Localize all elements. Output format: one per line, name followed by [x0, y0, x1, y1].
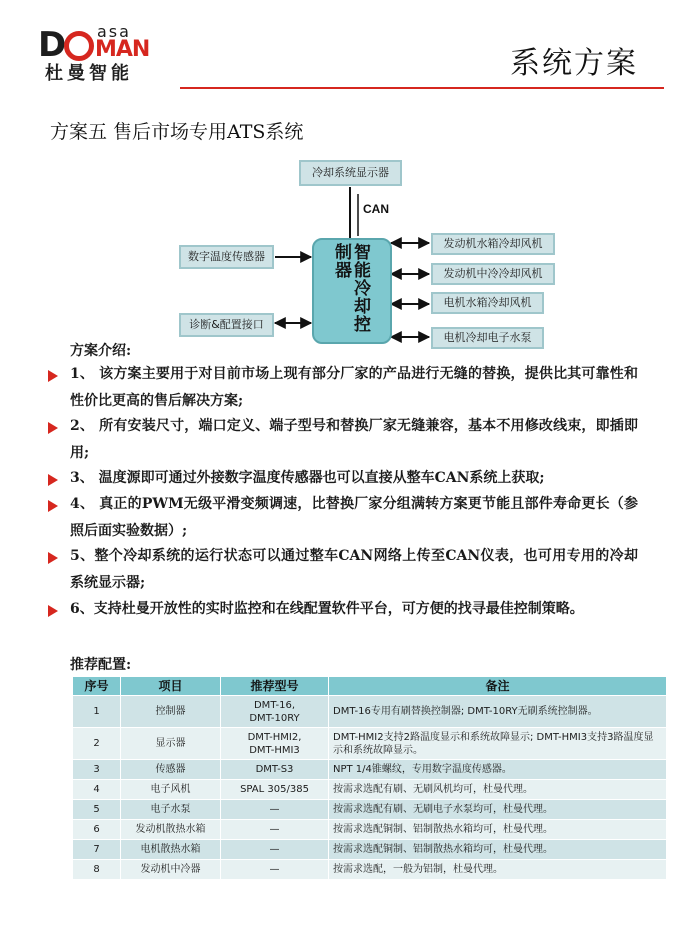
- output-box-engine-radiator-fan: 发动机水箱冷却风机: [431, 233, 555, 255]
- recommend-heading: 推荐配置:: [70, 657, 132, 673]
- table-cell-note: 按需求选配铜制、铝制散热水箱均可，杜曼代理。: [329, 820, 667, 840]
- section-title: 方案五 售后市场专用ATS系统: [50, 121, 304, 143]
- table-row: [73, 760, 667, 780]
- bullet-arrow-icon: [48, 370, 58, 382]
- output-box-motor-water-pump: 电机冷却电子水泵: [431, 327, 544, 349]
- temperature-sensor-box: 数字温度传感器: [179, 245, 274, 269]
- bullet-arrow-icon: [48, 605, 58, 617]
- table-cell-index: 6: [73, 820, 121, 840]
- column-header-note: 备注: [329, 677, 667, 696]
- table-row: [73, 840, 667, 860]
- table-row: [73, 728, 667, 760]
- bullet-arrow-icon: [48, 474, 58, 486]
- table-cell-model: SPAL 305/385: [221, 780, 329, 800]
- bullet-arrow-icon: [48, 500, 58, 512]
- table-cell-note: 按需求选配铜制、铝制散热水箱均可，杜曼代理。: [329, 840, 667, 860]
- list-item-text: 4、 真正的PWM无级平滑变频调速，比替换厂家分组满转方案更节能且部件寿命更长（参照后面实验数据）;: [70, 496, 638, 539]
- table-cell-model: DMT-HMI2, DMT-HMI3: [221, 728, 329, 760]
- table-cell-item: 电机散热水箱: [121, 840, 221, 860]
- table-cell-item: 显示器: [121, 728, 221, 760]
- table-cell-model: —: [221, 840, 329, 860]
- list-item: [48, 413, 638, 467]
- table-row: [73, 820, 667, 840]
- logo-man: MAN: [95, 37, 150, 62]
- table-cell-model: —: [221, 860, 329, 880]
- table-cell-index: 1: [73, 696, 121, 728]
- output-box-motor-radiator-fan: 电机水箱冷却风机: [431, 292, 544, 314]
- table-cell-index: 2: [73, 728, 121, 760]
- logo-chinese-name: 杜曼智能: [45, 63, 133, 84]
- table-cell-note: 按需求选配有刷、无刷电子水泵均可，杜曼代理。: [329, 800, 667, 820]
- can-label: CAN: [363, 202, 389, 216]
- table-cell-index: 8: [73, 860, 121, 880]
- table-cell-item: 发动机中冷器: [121, 860, 221, 880]
- diagnostic-port-box: 诊断&配置接口: [179, 313, 274, 337]
- table-cell-note: 按需求选配有刷、无刷风机均可，杜曼代理。: [329, 780, 667, 800]
- table-cell-item: 电子风机: [121, 780, 221, 800]
- table-cell-index: 4: [73, 780, 121, 800]
- table-cell-note: NPT 1/4锥螺纹，专用数字温度传感器。: [329, 760, 667, 780]
- table-cell-model: —: [221, 800, 329, 820]
- table-cell-item: 发动机散热水箱: [121, 820, 221, 840]
- list-item: [48, 543, 638, 597]
- list-item: [48, 596, 638, 623]
- list-item-text: 2、 所有安装尺寸，端口定义、端子型号和替换厂家无缝兼容，基本不用修改线束，即插即用;: [70, 418, 638, 461]
- table-cell-model: DMT-16, DMT-10RY: [221, 696, 329, 728]
- table-cell-note: 按需求选配，一般为铝制，杜曼代理。: [329, 860, 667, 880]
- logo-letter-d: D: [38, 25, 65, 65]
- table-cell-item: 控制器: [121, 696, 221, 728]
- recommend-table: [72, 676, 667, 880]
- output-box-engine-intercooler-fan: 发动机中冷冷却风机: [431, 263, 555, 285]
- table-cell-index: 7: [73, 840, 121, 860]
- list-item-text: 5、整个冷却系统的运行状态可以通过整车CAN网络上传至CAN仪表，也可用专用的冷却系统显示器;: [70, 548, 638, 591]
- list-item-text: 3、 温度源即可通过外接数字温度传感器也可以直接从整车CAN系统上获取;: [70, 470, 545, 486]
- table-cell-index: 5: [73, 800, 121, 820]
- bullet-arrow-icon: [48, 422, 58, 434]
- table-cell-item: 传感器: [121, 760, 221, 780]
- controller-label: 智能冷却控制器: [331, 243, 370, 333]
- bullet-arrow-icon: [48, 552, 58, 564]
- table-header-row: [73, 677, 667, 696]
- intro-heading: 方案介绍:: [70, 343, 132, 359]
- list-item-text: 1、 该方案主要用于对目前市场上现有部分厂家的产品进行无缝的替换，提供比其可靠性和性价比更高的售后解决方案;: [70, 366, 638, 409]
- table-cell-item: 电子水泵: [121, 800, 221, 820]
- list-item: [48, 491, 638, 545]
- column-header-index: 序号: [73, 677, 121, 696]
- table-row: [73, 860, 667, 880]
- table-cell-model: —: [221, 820, 329, 840]
- logo-asa: asa: [97, 22, 131, 41]
- table-row: [73, 696, 667, 728]
- column-header-item: 项目: [121, 677, 221, 696]
- list-item: [48, 465, 638, 492]
- table-cell-index: 3: [73, 760, 121, 780]
- table-cell-note: DMT-16专用有刷替换控制器; DMT-10RY无刷系统控制器。: [329, 696, 667, 728]
- table-row: [73, 780, 667, 800]
- table-cell-note: DMT-HMI2支持2路温度显示和系统故障显示; DMT-HMI3支持3路温度显示和系统故障显示。: [329, 728, 667, 760]
- cooling-system-display-box: 冷却系统显示器: [299, 160, 402, 186]
- table-row: [73, 800, 667, 820]
- table-cell-model: DMT-S3: [221, 760, 329, 780]
- list-item-text: 6、支持杜曼开放性的实时监控和在线配置软件平台，可方便的找寻最佳控制策略。: [70, 601, 584, 617]
- page-title: 系统方案: [510, 46, 638, 81]
- column-header-model: 推荐型号: [221, 677, 329, 696]
- list-item: [48, 361, 638, 415]
